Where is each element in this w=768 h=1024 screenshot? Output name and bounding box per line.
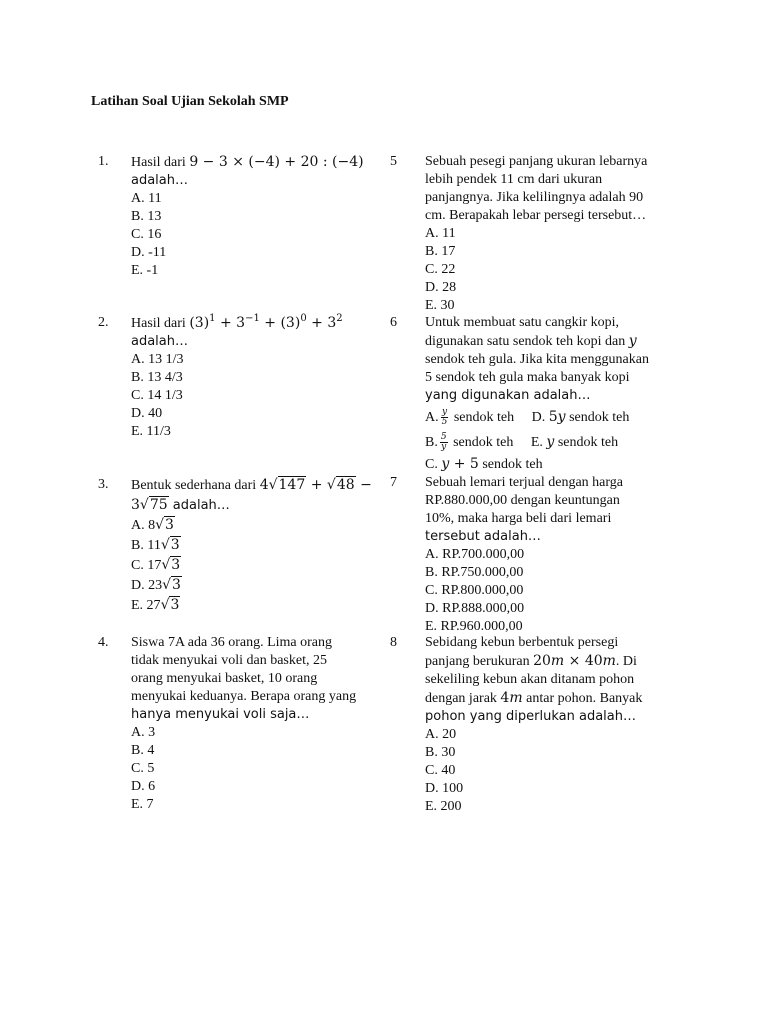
option-e: E. 200 xyxy=(425,799,462,814)
question-number: 4. xyxy=(98,635,109,650)
question-body xyxy=(425,634,675,816)
option-b: B. $\frac{5}{y}$ sendok teh xyxy=(425,432,514,453)
option-a: A. 13 1/3 xyxy=(131,352,184,367)
question-text: Sebidang kebun berbentuk persegi xyxy=(425,635,619,650)
option-a: A. 20 xyxy=(425,727,457,742)
option-c: C. 17√3 xyxy=(131,557,181,573)
question-text: orang menyukai basket, 10 orang xyxy=(131,671,318,686)
option-c: C. RP.800.000,00 xyxy=(425,583,524,598)
math-expression: $(3)^1 + 3^{-1} + (3)^0 + 3^2$ xyxy=(189,313,343,331)
option-b: B. 30 xyxy=(425,745,456,760)
option-c: C. 40 xyxy=(425,763,456,778)
math-expression: 3√75 xyxy=(131,497,168,513)
option-e: E. -1 xyxy=(131,263,159,278)
question-text: RP.880.000,00 dengan keuntungan xyxy=(425,493,620,508)
option-d: D. 40 xyxy=(131,406,163,421)
question-number: 5 xyxy=(390,154,397,169)
question-text: menyukai keduanya. Berapa orang yang xyxy=(131,689,357,704)
question-text: panjang berukuran 20m × 40m. Di xyxy=(425,653,637,669)
page-title: Latihan Soal Ujian Sekolah SMP xyxy=(91,94,289,109)
option-b: B. 17 xyxy=(425,244,456,259)
question-text: Hasil dari 9 − 3 × (−4) + 20 : (−4) xyxy=(131,154,364,170)
option-e: E. 11/3 xyxy=(131,424,171,439)
question-text: sendok teh gula. Jika kita menggunakan xyxy=(425,352,649,367)
option-e: E. y sendok teh xyxy=(530,434,619,450)
question-text: sekeliling kebun akan ditanam pohon xyxy=(425,672,635,687)
question-text: 10%, maka harga beli dari lemari xyxy=(425,511,612,526)
option-d: D. 100 xyxy=(425,781,464,796)
option-row xyxy=(425,430,675,455)
question-body xyxy=(131,476,371,616)
option-b: B. RP.750.000,00 xyxy=(425,565,524,580)
question-text: Sebuah pesegi panjang ukuran lebarnya xyxy=(425,154,648,169)
option-b: B. 11√3 xyxy=(131,537,180,553)
question-body xyxy=(425,474,675,636)
question-body xyxy=(131,314,371,441)
question-text: Bentuk sederhana dari 4√147 + √48 − xyxy=(131,477,372,493)
option-a: A. RP.700.000,00 xyxy=(425,547,525,562)
option-a: A. 11 xyxy=(425,226,456,241)
question-text: Siswa 7A ada 36 orang. Lima orang xyxy=(131,635,333,650)
option-b: B. 13 xyxy=(131,209,162,224)
question-text: cm. Berapakah lebar persegi tersebut… xyxy=(425,208,647,223)
question-text: digunakan satu sendok teh kopi dan y xyxy=(425,333,637,349)
question-text: lebih pendek 11 cm dari ukuran xyxy=(425,172,603,187)
question-body xyxy=(425,153,675,315)
option-a: A. 3 xyxy=(131,725,156,740)
question-text: panjangnya. Jika kelilingnya adalah 90 xyxy=(425,190,644,205)
question-text: pohon yang diperlukan adalah… xyxy=(425,709,637,724)
option-d: D. 28 xyxy=(425,280,457,295)
option-d: D. 23√3 xyxy=(131,577,181,593)
option-c: C. 22 xyxy=(425,262,456,277)
question-text: 5 sendok teh gula maka banyak kopi xyxy=(425,370,630,385)
question-number: 7 xyxy=(390,475,397,490)
question-number: 6 xyxy=(390,315,397,330)
question-body xyxy=(131,634,371,814)
question-text: Sebuah lemari terjual dengan harga xyxy=(425,475,623,490)
option-e: E. 30 xyxy=(425,298,455,313)
math-expression: 4√147 + √48 − xyxy=(259,477,372,493)
question-text: Untuk membuat satu cangkir kopi, xyxy=(425,315,620,330)
option-row xyxy=(425,405,675,430)
option-c: C. y + 5 sendok teh xyxy=(425,456,543,472)
question-number: 1. xyxy=(98,154,109,169)
option-c: C. 16 xyxy=(131,227,162,242)
option-d: D. 5y sendok teh xyxy=(531,409,630,425)
question-text: adalah… xyxy=(131,173,189,188)
option-e: E. 27√3 xyxy=(131,597,180,613)
option-c: C. 5 xyxy=(131,761,155,776)
question-body xyxy=(131,153,371,280)
question-text: tersebut adalah… xyxy=(425,529,541,544)
question-text: tidak menyukai voli dan basket, 25 xyxy=(131,653,327,668)
question-number: 2. xyxy=(98,315,109,330)
option-d: D. 6 xyxy=(131,779,156,794)
option-b: B. 4 xyxy=(131,743,155,758)
option-a: A. 8√3 xyxy=(131,517,174,533)
question-number: 8 xyxy=(390,635,397,650)
question-text: yang digunakan adalah… xyxy=(425,388,591,403)
option-a: A. $\frac{y}{5}$ sendok teh xyxy=(425,407,515,428)
math-expression: 9 − 3 × (−4) + 20 : (−4) xyxy=(189,154,364,170)
option-e: E. RP.960.000,00 xyxy=(425,619,523,634)
option-d: D. -11 xyxy=(131,245,167,260)
question-body xyxy=(425,314,675,474)
question-number: 3. xyxy=(98,477,109,492)
question-text: hanya menyukai voli saja… xyxy=(131,707,310,722)
option-c: C. 14 1/3 xyxy=(131,388,183,403)
question-text: Hasil dari $(3)^1 + 3^{-1} + (3)^0 + 3^2$ xyxy=(131,313,343,331)
question-text: adalah… xyxy=(131,334,189,349)
option-b: B. 13 4/3 xyxy=(131,370,183,385)
option-a: A. 11 xyxy=(131,191,162,206)
option-e: E. 7 xyxy=(131,797,154,812)
question-text: 3√75 adalah… xyxy=(131,497,230,513)
question-text: dengan jarak 4m antar pohon. Banyak xyxy=(425,690,643,706)
option-d: D. RP.888.000,00 xyxy=(425,601,525,616)
